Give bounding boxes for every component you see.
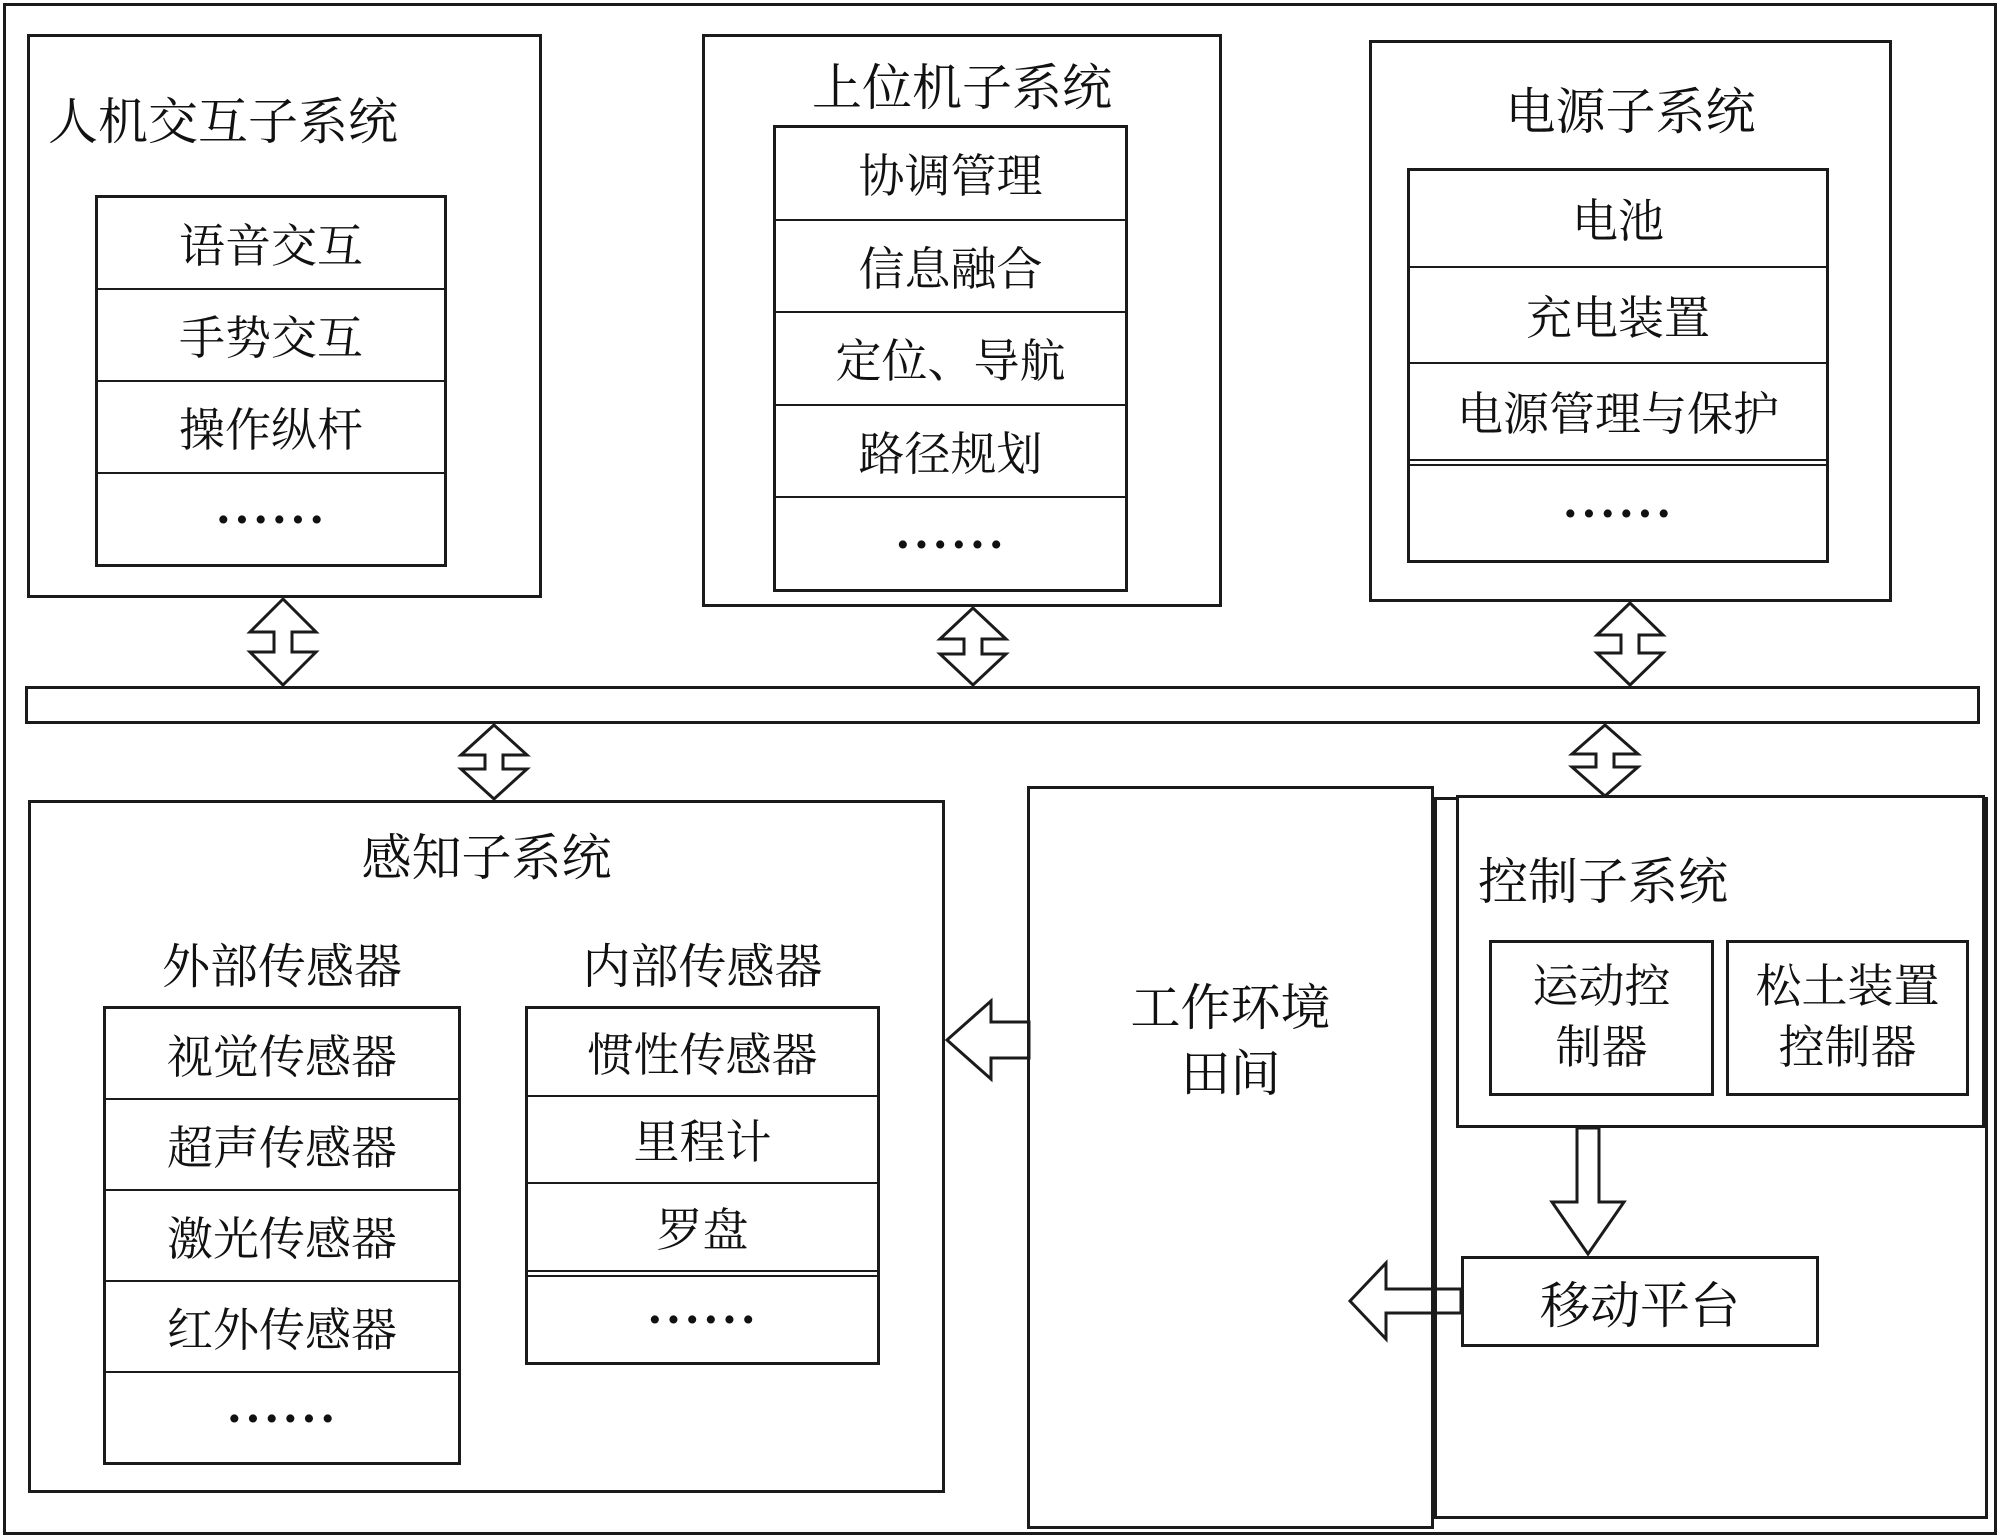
control-subsystem-title: 控制子系统 bbox=[1478, 854, 1728, 910]
list-item: 视觉传感器 bbox=[106, 1009, 458, 1100]
control-to-platform-arrow-icon bbox=[1550, 1128, 1626, 1256]
list-item: 语音交互 bbox=[98, 198, 444, 290]
list-item: 电源管理与保护 bbox=[1410, 364, 1826, 466]
list-item: 罗盘 bbox=[528, 1184, 877, 1277]
list-item: 手势交互 bbox=[98, 290, 444, 382]
bus-control-double-arrow-icon bbox=[1567, 724, 1643, 797]
list-item: 激光传感器 bbox=[106, 1191, 458, 1282]
list-item-ellipsis: ······ bbox=[214, 491, 328, 547]
mobile-platform-box bbox=[1461, 1256, 1819, 1347]
environment-label-line2: 田间 bbox=[1180, 1046, 1281, 1102]
external-sensors-label: 外部传感器 bbox=[161, 941, 402, 994]
host-subsystem-title: 上位机子系统 bbox=[812, 60, 1112, 116]
list-item: 路径规划 bbox=[776, 406, 1125, 499]
list-item: 信息融合 bbox=[776, 221, 1125, 314]
platform-to-environment-arrow-icon bbox=[1349, 1262, 1462, 1340]
list-item: 惯性传感器 bbox=[528, 1009, 877, 1097]
list-item-ellipsis: ······ bbox=[225, 1389, 339, 1446]
list-item: 电池 bbox=[1410, 171, 1826, 268]
hmi-bus-double-arrow-icon bbox=[245, 598, 321, 686]
environment-box bbox=[1027, 786, 1434, 1529]
environment-label bbox=[1027, 975, 1434, 1107]
power-subsystem-title: 电源子系统 bbox=[1505, 84, 1756, 140]
internal-sensor-list bbox=[525, 1006, 880, 1365]
tillage-controller-line1: 松土装置 bbox=[1755, 961, 1940, 1013]
system-bus-bar bbox=[25, 686, 1980, 724]
list-item: 操作纵杆 bbox=[98, 382, 444, 474]
tillage-controller-box bbox=[1726, 940, 1969, 1096]
bus-perception-double-arrow-icon bbox=[456, 724, 532, 800]
tillage-controller-line2: 控制器 bbox=[1778, 1022, 1917, 1073]
list-item-ellipsis: ······ bbox=[1561, 484, 1675, 541]
list-item: 超声传感器 bbox=[106, 1100, 458, 1191]
power-module-list bbox=[1407, 168, 1829, 563]
environment-to-perception-arrow-icon bbox=[946, 1000, 1030, 1080]
motion-controller-box bbox=[1489, 940, 1714, 1096]
internal-sensors-label: 内部传感器 bbox=[582, 941, 823, 994]
list-item: 充电装置 bbox=[1410, 268, 1826, 365]
mobile-platform-label: 移动平台 bbox=[1540, 1277, 1740, 1334]
list-item: 定位、导航 bbox=[776, 313, 1125, 406]
hmi-module-list bbox=[95, 195, 447, 567]
host-bus-double-arrow-icon bbox=[935, 607, 1011, 686]
host-module-list bbox=[773, 125, 1128, 592]
motion-controller-line1: 运动控 bbox=[1532, 961, 1671, 1013]
list-item: 协调管理 bbox=[776, 128, 1125, 221]
list-item: 里程计 bbox=[528, 1097, 877, 1185]
perception-subsystem-title: 感知子系统 bbox=[361, 830, 612, 886]
list-item-ellipsis: ······ bbox=[646, 1291, 759, 1348]
hmi-subsystem-title: 人机交互子系统 bbox=[48, 94, 398, 150]
list-item: 红外传感器 bbox=[106, 1282, 458, 1373]
motion-controller-line2: 制器 bbox=[1555, 1022, 1648, 1073]
external-sensor-list bbox=[103, 1006, 461, 1465]
list-item-ellipsis: ······ bbox=[894, 515, 1007, 572]
environment-label-line1: 工作环境 bbox=[1130, 980, 1331, 1036]
power-bus-double-arrow-icon bbox=[1592, 602, 1668, 686]
